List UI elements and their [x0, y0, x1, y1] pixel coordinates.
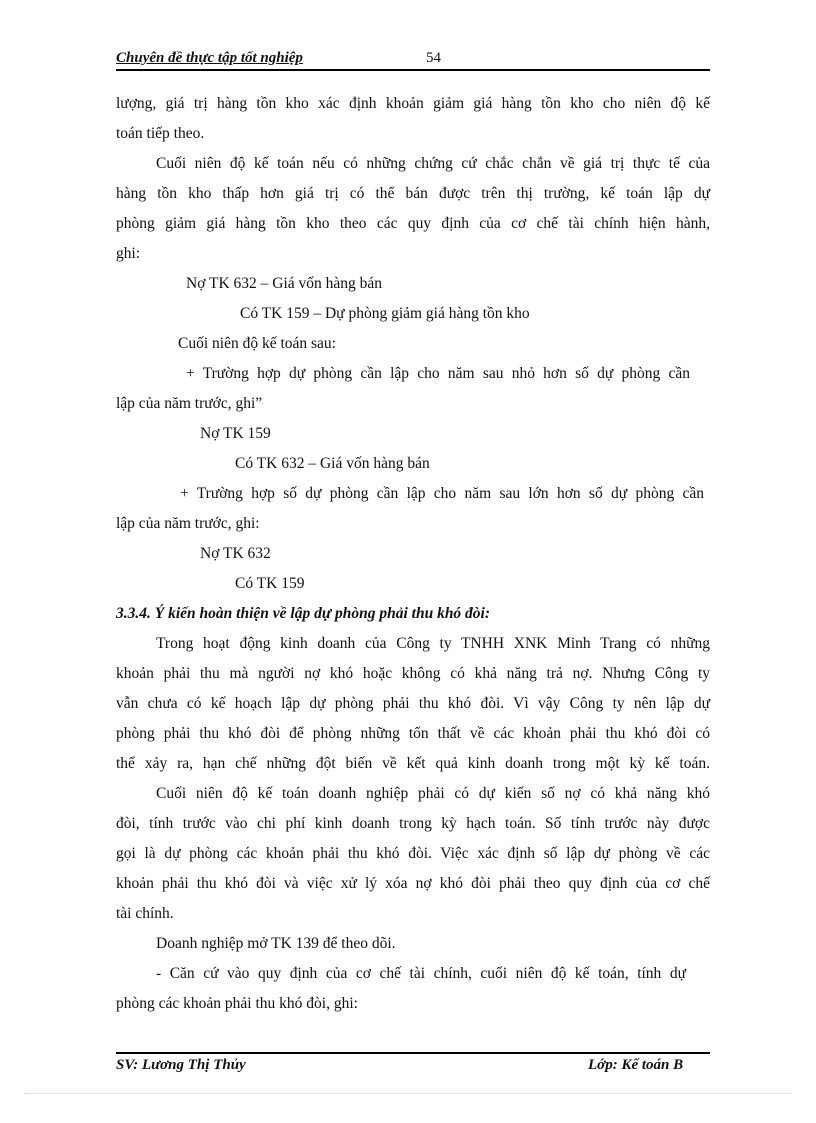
text-line: lượng, giá trị hàng tồn kho xác định khoản giảm giá hàng tồn kho cho niên độ kế — [116, 95, 710, 112]
text-line: khoản phải thu khó đòi và việc xử lý xóa nợ khó đòi phải theo quy định của cơ chế — [116, 875, 710, 892]
text-line: toán tiếp theo. — [116, 125, 205, 142]
header-divider — [116, 69, 710, 71]
text-line: hàng tồn kho thấp hơn giá trị có thể bán được trên thị trường, kế toán lập dự — [116, 185, 710, 202]
text-line: Doanh nghiệp mở TK 139 để theo dõi. — [156, 935, 396, 952]
footer-student-name: SV: Lương Thị Thủy — [116, 1057, 246, 1073]
text-line: - Căn cứ vào quy định của cơ chế tài chính, cuối niên độ kế toán, tính dự — [156, 965, 686, 982]
page-header — [116, 50, 710, 68]
footer-divider — [116, 1052, 710, 1054]
text-line: Cuối niên độ kế toán sau: — [178, 335, 336, 352]
text-line: Trong hoạt động kinh doanh của Công ty TNHH XNK Minh Trang có những — [156, 635, 710, 652]
section-heading: 3.3.4. Ý kiến hoàn thiện về lập dự phòng phải thu khó đòi: — [116, 605, 491, 622]
text-line: khoản phải thu mà người nợ khó hoặc không có khả năng trả nợ. Nhưng Công ty — [116, 665, 710, 682]
footer-class: Lớp: Kế toán B — [588, 1057, 684, 1073]
text-line: thể xảy ra, hạn chế những đột biến về kết quả kinh doanh trong một kỳ kế toán. — [116, 755, 710, 772]
text-line: phòng các khoản phải thu khó đòi, ghi: — [116, 995, 358, 1012]
text-line: + Trường hợp dự phòng cần lập cho năm sau nhỏ hơn số dự phòng cần — [186, 365, 690, 382]
text-line: phòng phải thu khó đòi để phòng những tổn thất về các khoản phải thu khó đòi có — [116, 725, 710, 742]
text-line: lập của năm trước, ghi: — [116, 515, 260, 532]
text-line: lập của năm trước, ghi” — [116, 395, 263, 412]
text-line: vẫn chưa có kế hoạch lập dự phòng phải thu khó đòi. Vì vậy Công ty nên lập dự — [116, 695, 710, 712]
page-bottom-edge — [24, 1093, 792, 1094]
text-line: tài chính. — [116, 905, 174, 922]
journal-entry-line: Có TK 159 – Dự phòng giảm giá hàng tồn kho — [240, 305, 530, 322]
text-line: gọi là dự phòng các khoản phải thu khó đòi. Việc xác định số lập dự phòng về các — [116, 845, 710, 862]
document-title: Chuyên đề thực tập tốt nghiệp — [116, 50, 303, 66]
text-line: ghi: — [116, 245, 141, 262]
text-line: Cuối niên độ kế toán nếu có những chứng cứ chắc chắn về giá trị thực tế của — [156, 155, 710, 172]
text-line: + Trường hợp số dự phòng cần lập cho năm sau lớn hơn số dự phòng cần — [180, 485, 704, 502]
journal-entry-line: Nợ TK 159 — [200, 425, 271, 442]
text-line: Cuối niên độ kế toán doanh nghiệp phải có dự kiến số nợ có khả năng khó — [156, 785, 710, 802]
journal-entry-line: Có TK 159 — [235, 575, 305, 592]
text-line: phòng giảm giá hàng tồn kho theo các quy định của cơ chế tài chính hiện hành, — [116, 215, 710, 232]
text-line: đòi, tính trước vào chi phí kinh doanh trong kỳ hạch toán. Số tính trước này được — [116, 815, 710, 832]
journal-entry-line: Nợ TK 632 — [200, 545, 271, 562]
page-number: 54 — [426, 50, 441, 66]
journal-entry-line: Có TK 632 – Giá vốn hàng bán — [235, 455, 430, 472]
journal-entry-line: Nợ TK 632 – Giá vốn hàng bán — [186, 275, 383, 292]
